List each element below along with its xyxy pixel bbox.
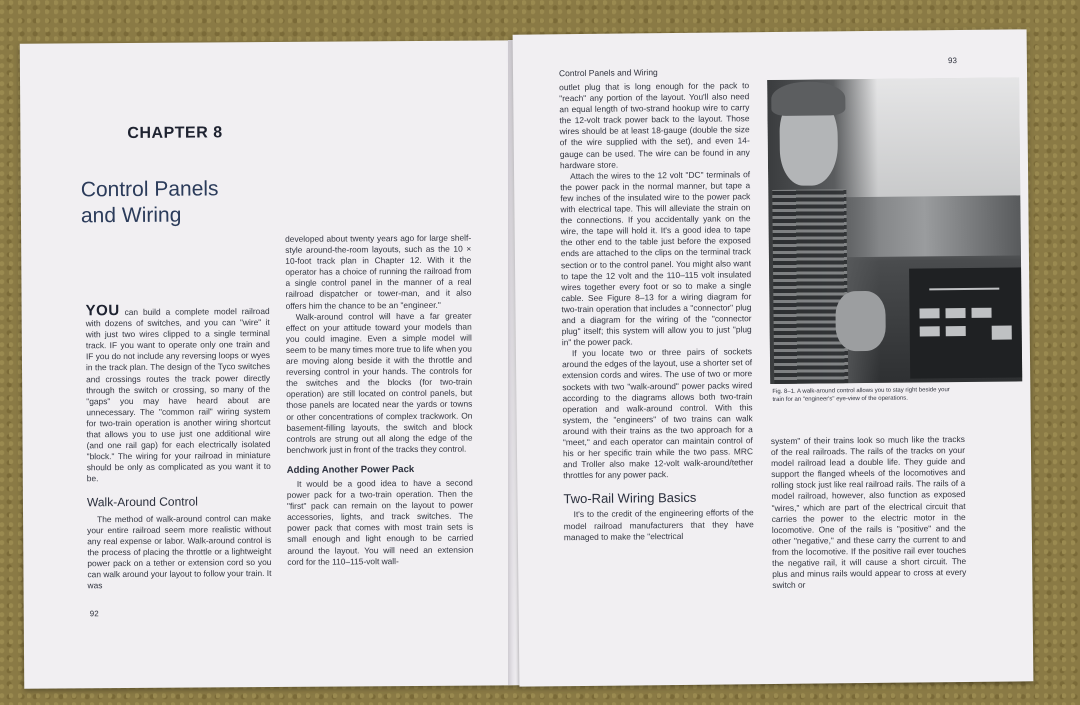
power-pack-heading: Adding Another Power Pack xyxy=(286,463,415,476)
chapter-title-line-2: and Wiring xyxy=(80,203,182,228)
chapter-title xyxy=(81,176,271,229)
col2-paragraph-2: Walk-around control will have a far greater effect on your attitude toward your models than you could imagine. Even a simple model will seem to be many times more true to life when you are moving along beside it with the throttle and reversing control in your hands. The controls for the switches and the blocks (for two-train operation) are still located on control panels, but those panels are located near the yards or towns or other concentrations of complex trackwork. On basement-filling layouts, the switch and block controls are strung out all along the edge of the benchwork just in front of the tracks they control. xyxy=(285,310,473,455)
chapter-label: CHAPTER 8 xyxy=(127,124,223,142)
right-column-2 xyxy=(771,434,967,591)
running-head: Control Panels and Wiring xyxy=(558,67,658,79)
right-paragraph-3: If you locate two or three pairs of sockets around the edges of the layout, use a shorter set of extension cords and wires. The use of two or more sockets with two "walk-around" power packs wired according to the diagrams allows both two-train operation and walk-around control. With this system, the "engineers" of two trains can walk around with their trains as the two approach for a "meet," and each operator can maintain control of his or her specific train while the two pass. MRC and Troller also make 12-volt walk-around/tether throttles for any power pack. xyxy=(562,346,754,481)
right-paragraph-1: outlet plug that is long enough for the pack to "reach" any portion of the layout. You'll also need an equal length of two-strand hookup wire to carry the 12-volt track power back to the layout. Those wires should be at least 18-gauge (double the size of the wire supplied with the set), and even 14-gauge can be used. The wire can be found in any hardware store. xyxy=(559,80,750,170)
intro-paragraph xyxy=(86,304,271,485)
left-column-1 xyxy=(86,304,272,592)
operator-photo xyxy=(767,77,1022,384)
right-page xyxy=(513,29,1034,686)
right-page-number: 93 xyxy=(947,56,957,66)
photo-caption: Fig. 8–1. A walk-around control allows you to stay right beside your train for an "engineer's" eye-view of the operations. xyxy=(772,387,950,404)
walk-around-heading: Walk-Around Control xyxy=(86,494,198,509)
photo-control-panel xyxy=(909,267,1022,378)
left-page xyxy=(20,40,520,688)
photo-hand-throttle xyxy=(835,291,886,352)
col2-paragraph-1: developed about twenty years ago for large shelf-style around-the-room layouts, such as the 10 × 10-foot track plan in Chapter 12. With it the operator has a choice of running the railroad from a single control panel in the manner of a real railroad dispatcher or tower-man, and it also offers him the chance to be an "engineer." xyxy=(285,232,472,311)
right-col2-paragraph: system" of their trains look so much like the tracks of the real railroads. The rails of the tracks on your model railroad lead a double life. They guide and support the flanged wheels of the locomotives and rolling stock just like real railroad rails. The rails of a model railroad, however, also function as exposed "wires," which are part of the electrical circuit that carries the power to the electric motor in the locomotive. One of the rails is "positive" and the other "negative," and these carry the current to and from the locomotive. If the positive rail ever touches the negative rail, it will cause a short circuit. The plus and minus rails would appear to cross at every switch or xyxy=(770,433,967,591)
intro-text: can build a complete model railroad with dozens of switches, and you can "wire" it with just two wires clipped to a single terminal track. IF you want to operate only one train and IF you do not include any reversing loops or wyes in the track plan. The design of the Tyco switches and crossings routes the track power directly through the switch or crossing, so many of the "gaps" you may have heard about are unnecessary. The "common rail" wiring system for two-train operation is another wiring shortcut that allows you to use just one additional wire (and one rail gap) for each electrically isolated "block." The wiring for your railroad in miniature should be only as complicated as you want it to be. xyxy=(85,306,271,484)
photo-plaid-shirt xyxy=(772,189,848,384)
power-pack-paragraph: It would be a good idea to have a second power pack for a two-train operation. Then the "first" pack can remain on the layout to power accessories, lights, and track switches. The power pack that comes with most train sets is small enough and light enough to be carried around the layout. You will need an extension cord for the 110–115-volt wall- xyxy=(286,477,474,567)
intro-lead-word: YOU xyxy=(85,302,120,320)
walk-around-paragraph: The method of walk-around control can make your entire railroad seem more realistic without any real expense or labor. Walk-around control is the process of placing the throttle or a lightweight power pack on a tether or extension cord so you can walk around your layout to follow your train. It was xyxy=(87,512,272,591)
right-paragraph-2: Attach the wires to the 12 volt "DC" terminals of the power pack in the normal manner, but tape a few inches of the insulated wire to the power pack with electrical tape. This will alleviate the strain on the connections. If you accidentally yank on the wire, the tape will hold it. It's a good idea to tape the other end to the table just before the exposed ends are attached to the clips on the terminal track section or to the control panel. You might also want to tape the 12 volt and the 110–115 volt insulated wires together every foot or so to make a single cable. See Figure 8–13 for a wiring diagram for two-train operation that includes a "connector" plug and a diagram for the wiring of the "connector plug" itself; this system will allow you to just "plug in" the power pack. xyxy=(560,168,752,348)
two-rail-heading: Two-Rail Wiring Basics xyxy=(563,490,697,507)
photo-cap xyxy=(771,81,845,116)
left-page-number: 92 xyxy=(89,609,99,619)
two-rail-paragraph: It's to the credit of the engineering efforts of the model railroad manufacturers that they have managed to make the "electrical xyxy=(563,507,754,542)
left-column-2 xyxy=(285,233,473,568)
right-column-1 xyxy=(559,80,754,543)
chapter-title-line-1: Control Panels xyxy=(80,177,219,202)
